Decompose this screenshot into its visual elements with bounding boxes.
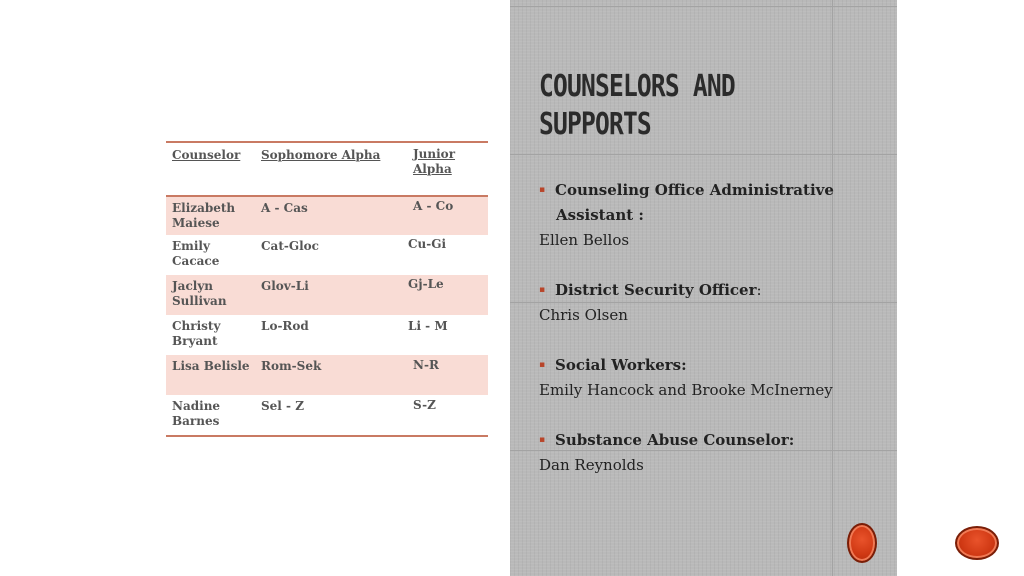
cell-junior: A - Co [413,199,454,213]
list-item [539,278,859,328]
cell-junior: Li - M [408,319,448,333]
bullet-value: Chris Olsen [539,306,628,324]
cell-junior: S-Z [413,398,436,412]
bullet-colon: : [756,281,762,299]
bullet-value: Dan Reynolds [539,456,644,474]
bullet-square-icon: ▪ [539,285,546,295]
bullet-heading [539,178,859,203]
bullet-heading-text: District Security Officer [555,281,757,299]
table-row [166,235,488,275]
table-row [166,275,488,315]
bullet-heading-text: Counseling Office Administrative [555,181,834,199]
cell-sophomore: Lo-Rod [261,319,309,333]
bullet-heading [539,428,859,453]
bullet-square-icon: ▪ [539,435,546,445]
table-header-row [166,143,488,195]
bullet-heading-cont: Assistant : [556,206,644,224]
cell-counselor: Christy Bryant [172,319,221,348]
cell-counselor: Elizabeth Maiese [172,201,236,230]
list-item [539,178,859,253]
bullet-square-icon: ▪ [539,360,546,370]
counselor-table [166,141,488,437]
cell-junior: Cu-Gi [408,237,447,251]
title-line-1: COUNSELORS AND [539,69,735,104]
table-row [166,355,488,395]
bullet-value: Emily Hancock and Brooke McInerney [539,381,833,399]
cell-sophomore: Sel - Z [261,399,304,413]
bullet-heading [539,278,859,303]
cell-sophomore: Glov-Li [261,279,309,293]
panel-gridline [510,6,897,7]
table-row [166,315,488,355]
supports-list [539,178,859,478]
next-slide-button[interactable] [955,526,999,560]
bullet-heading-text: Social Workers: [555,356,687,374]
bullet-square-icon: ▪ [539,185,546,195]
table-row [166,395,488,435]
cell-junior: N-R [413,358,439,372]
title-line-2: SUPPORTS [539,107,651,142]
panel-gridline [510,154,897,155]
bullet-heading [539,353,859,378]
list-item [539,353,859,403]
header-junior-alpha: Junior Alpha [413,147,456,176]
cell-counselor: Nadine Barnes [172,399,221,428]
cell-counselor: Jaclyn Sullivan [172,279,227,308]
header-counselor: Counselor [172,148,241,162]
bullet-value: Ellen Bellos [539,231,630,249]
cell-sophomore: A - Cas [261,201,308,215]
table-row [166,197,488,235]
header-sophomore-alpha: Sophomore Alpha [261,148,381,162]
cell-junior: Gj-Le [408,277,444,291]
page-title [539,68,785,144]
cell-counselor: Lisa Belisle [172,359,250,373]
cell-sophomore: Rom-Sek [261,359,322,373]
cell-counselor: Emily Cacace [172,239,220,268]
cell-sophomore: Cat-Gloc [261,239,319,253]
list-item [539,428,859,478]
prev-slide-button[interactable] [847,523,877,563]
table-bottom-rule [166,435,488,437]
bullet-heading-text: Substance Abuse Counselor: [555,431,795,449]
